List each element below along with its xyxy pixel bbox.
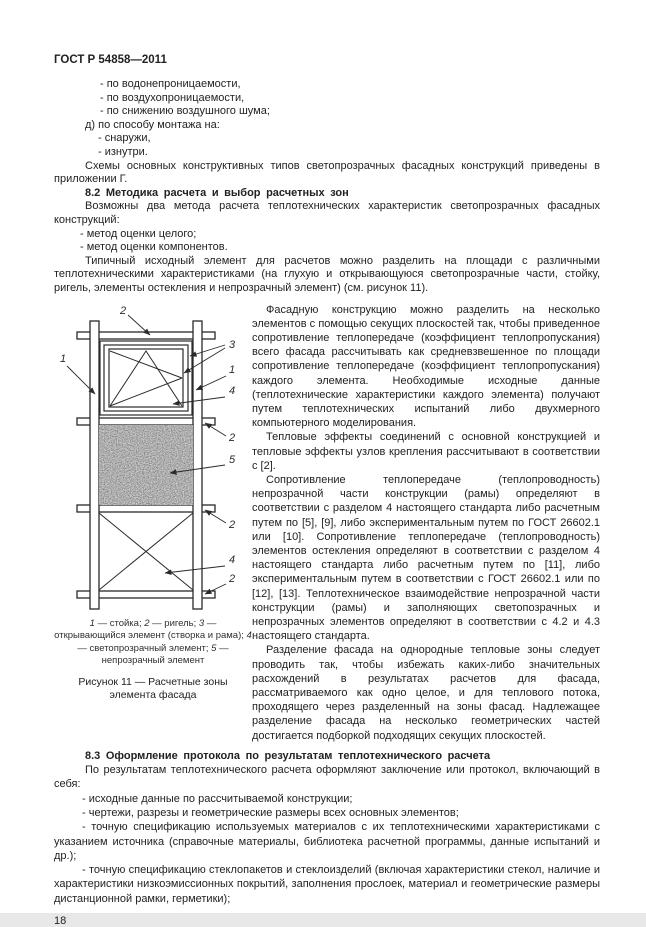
section-8-3 xyxy=(54,749,600,906)
list-item: - точную спецификацию используемых материалов с их теплотехническими характеристиками с указанием источника (справочные материалы, библиотека расчетной программы, данные испытаний и др.); xyxy=(54,821,600,862)
opaque-panel xyxy=(99,425,193,505)
legend-key: 2 xyxy=(144,617,150,629)
callout-glazing-top: 4 xyxy=(228,384,236,397)
list-item: - изнутри. xyxy=(98,145,148,158)
list-item: - точную спецификацию стеклопакетов и стеклоизделий (включая характеристики стекол, наличие и характеристики низкоэмиссионных покрытий, заполнения прослоек, материал и геометрические размеры дистанционной рамки, герметики); xyxy=(54,864,600,905)
list-item: - исходные данные по рассчитываемой конструкции; xyxy=(82,792,353,805)
figure-caption: Рисунок 11 — Расчетные зоны элемента фасада xyxy=(78,675,228,701)
figure-legend xyxy=(54,618,252,668)
callout-transom-third: 2 xyxy=(228,518,236,531)
legend-key: 5 xyxy=(211,642,217,654)
paragraph-methods: Возможны два метода расчета теплотехнических характеристик светопрозрачных фасадных конструкций: xyxy=(54,200,600,226)
section-heading-8-3: 8.3 Оформление протокола по результатам теплотехнического расчета xyxy=(85,749,491,762)
callout-transom-mid: 2 xyxy=(228,431,236,444)
legend-text: — стойка; xyxy=(94,617,145,629)
callout-opening: 3 xyxy=(228,338,236,351)
paragraph: Разделение фасада на однородные тепловые зоны следует проводить так, чтобы избежать каких-либо значительных расхождений в результатах расчетов для фасада, рассматриваемого как одно целое, и для теплового потока, проходящего через разделенный на зоны фасад. Надлежащее разделение фасада на несколько геометрических частей достигается подборкой подходящих секущих плоскостей. xyxy=(252,644,600,742)
callout-glazing-bottom: 4 xyxy=(228,553,236,566)
paragraph: Сопротивление теплопередаче (теплопроводность) непрозрачной части конструкции (рамы) определяют в соответствии с разделом 4 настоящего стандарта либо расчетным путем по [5], [9], либо экспериментальным путем по ГОСТ 26602.1 или [10]. Сопротивление теплопередаче (теплопроводность) элементов остекления определяют в соответствии с разделом 4 настоящего стандарта либо расчетным путем по [11], либо экспериментальным путем в соответствии с ГОСТ 26602.1 или по [12], [13]. Теплотехническое взаимодействие непрозрачной части конструкции (рамы) и заполняющих светопозрачных и непрозрачных элементов определяют в соответствии с 4.2 и 4.3 настоящего стандарта. xyxy=(252,473,600,643)
paragraph: Фасадную конструкцию можно разделить на несколько элементов с помощью секущих плоскостей так, чтобы приведенное сопротивление теплопередаче (коэффициент теплопропускания) всего фасада рассчитывать как средневзвешенное по площади сопротивление теплопередаче (коэффициент теплопропускания) каждого элемента. Необходимые исходные данные (теплотехнические характеристики каждого элемента) получают путем теплотехнических испытаний либо двухмерного компьютерного моделирования. xyxy=(252,303,600,430)
legend-key: 1 xyxy=(89,617,95,629)
list-item-d: д) по способу монтажа на: xyxy=(85,118,220,131)
legend-key: 3 xyxy=(198,617,205,629)
callout-transom-top: 2 xyxy=(119,304,127,317)
legend-text: — непрозрачный элемент xyxy=(101,642,229,666)
list-item: - по воздухопроницаемости, xyxy=(100,91,245,104)
paragraph: Тепловые эффекты соединений с основной конструкцией и тепловые эффекты узлов крепления рассчитывают в соответствии с [2]. xyxy=(252,431,600,472)
paragraph-schemes: Схемы основных конструктивных типов светопрозрачных фасадных конструкций приведены в приложении Г. xyxy=(54,159,600,186)
list-item: - метод оценки компонентов. xyxy=(80,241,228,254)
paragraph-typical-element: Типичный исходный элемент для расчетов можно разделить на площади с различными теплотехническими характеристиками (на глухую и открывающуюся светопрозрачные части, стойку, ригель, элементы остекления и непрозрачный элемент) (см. рисунок 11). xyxy=(54,254,600,294)
figure-block xyxy=(54,301,252,703)
section-heading-8-2: 8.2 Методика расчета и выбор расчетных зон xyxy=(85,186,349,199)
callout-transom-bottom: 2 xyxy=(228,572,236,585)
list-item: - по снижению воздушного шума; xyxy=(100,105,270,118)
page-number: 18 xyxy=(54,915,67,927)
callout-opaque: 5 xyxy=(228,453,236,466)
list-item: - метод оценки целого; xyxy=(80,227,197,240)
legend-key: 4 xyxy=(246,630,252,641)
intro-section xyxy=(54,78,600,296)
legend-text: — открывающийся элемент (створка и рама); xyxy=(54,617,247,641)
paragraph-protocol: По результатам теплотехнического расчета оформляют заключение или протокол, включающий в себя: xyxy=(54,764,600,791)
list-item: - чертежи, разрезы и геометрические размеры всех основных элементов; xyxy=(82,806,459,819)
list-item: - снаружи, xyxy=(98,132,151,145)
facade-element-figure xyxy=(54,301,252,613)
fixed-glazing-cross xyxy=(99,513,193,590)
legend-text: — ригель; xyxy=(149,617,199,629)
window-sash xyxy=(100,341,192,415)
callout-mullion-left: 1 xyxy=(59,352,67,365)
legend-text: — светопрозрачный элемент; xyxy=(77,642,212,654)
method-text-column xyxy=(252,301,600,743)
document-code: ГОСТ Р 54858—2011 xyxy=(54,54,167,66)
two-column-block xyxy=(54,301,600,743)
list-item: - по водонепроницаемости, xyxy=(100,78,241,90)
callout-mullion-right: 1 xyxy=(228,363,236,376)
